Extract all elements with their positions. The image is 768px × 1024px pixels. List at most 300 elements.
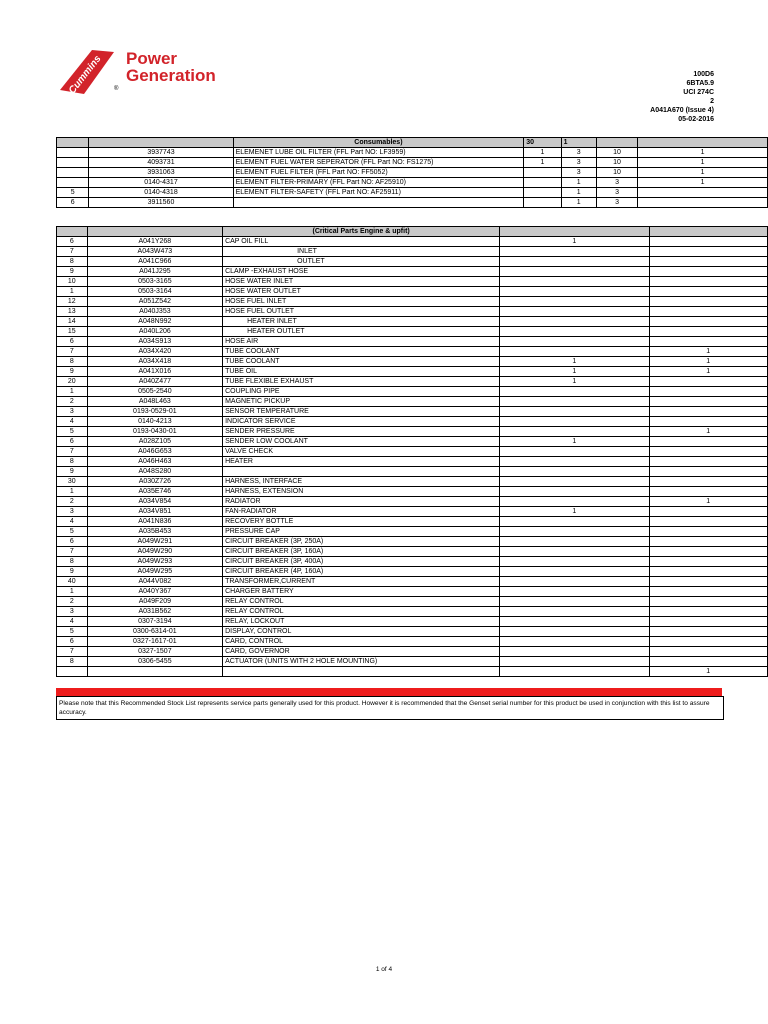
critical-row: [57, 657, 768, 667]
cell-no: [57, 178, 89, 188]
cell-part: A051Z542: [87, 297, 222, 307]
critical-row: [57, 527, 768, 537]
cell-no: 2: [57, 497, 88, 507]
cell-b: [649, 327, 768, 337]
cell-a: [500, 477, 649, 487]
cell-no: 7: [57, 347, 88, 357]
cell-b: [649, 407, 768, 417]
cell-q4: 1: [638, 178, 768, 188]
critical-row: [57, 437, 768, 447]
cell-b: [649, 477, 768, 487]
cell-part: 0140-4318: [89, 188, 233, 198]
cell-desc: HEATER OUTLET: [223, 327, 500, 337]
cell-q2: 1: [561, 188, 596, 198]
company-logo: [56, 46, 256, 100]
cell-desc: RECOVERY BOTTLE: [223, 517, 500, 527]
cell-q4: 1: [638, 168, 768, 178]
cell-no: 7: [57, 447, 88, 457]
cell-a: [500, 247, 649, 257]
cell-q1: 1: [524, 148, 561, 158]
page-number: 1 of 4: [375, 966, 393, 973]
cell-b: [649, 457, 768, 467]
cell-desc: SENSOR TEMPERATURE: [223, 407, 500, 417]
cell-a: [500, 597, 649, 607]
cell-desc: FAN-RADIATOR: [223, 507, 500, 517]
consumables-row: [57, 168, 768, 178]
critical-row: [57, 307, 768, 317]
critical-row: [57, 267, 768, 277]
critical-row: [57, 557, 768, 567]
consumables-row: [57, 158, 768, 168]
cell-no: 1: [57, 287, 88, 297]
cell-no: [57, 667, 88, 677]
cell-b: [649, 617, 768, 627]
critical-row: [57, 457, 768, 467]
cell-b: 1: [649, 667, 768, 677]
cell-a: [500, 267, 649, 277]
critical-row: [57, 377, 768, 387]
cell-part: 0327-1617-01: [87, 637, 222, 647]
cell-no: 30: [57, 477, 88, 487]
cell-desc: [223, 467, 500, 477]
consumables-row: [57, 148, 768, 158]
cell-b: [649, 577, 768, 587]
cell-a: 1: [500, 437, 649, 447]
cell-no: 12: [57, 297, 88, 307]
critical-row: [57, 477, 768, 487]
cell-no: 9: [57, 467, 88, 477]
cell-a: [500, 407, 649, 417]
cell-desc: CARD, GOVERNOR: [223, 647, 500, 657]
cell-b: [649, 437, 768, 447]
cell-part: A041Y268: [87, 237, 222, 247]
cell-desc: RELAY CONTROL: [223, 607, 500, 617]
cell-no: 6: [57, 637, 88, 647]
cell-no: 3: [57, 507, 88, 517]
cell-no: 6: [57, 198, 89, 208]
cell-no: 9: [57, 367, 88, 377]
cell-part: 0193-0430-01: [87, 427, 222, 437]
cell-part: A041X016: [87, 367, 222, 377]
cell-part: A049W295: [87, 567, 222, 577]
critical-row: [57, 277, 768, 287]
cell-a: 1: [500, 507, 649, 517]
critical-header-row: [57, 227, 768, 237]
consumables-row: [57, 178, 768, 188]
cell-desc: SENDER PRESSURE: [223, 427, 500, 437]
cell-b: [649, 487, 768, 497]
cell-part: 0503-3165: [87, 277, 222, 287]
cell-a: [500, 467, 649, 477]
cell-a: [500, 657, 649, 667]
cell-no: 8: [57, 357, 88, 367]
cell-desc: HOSE FUEL OUTLET: [223, 307, 500, 317]
cell-part: A046H463: [87, 457, 222, 467]
cell-desc: ACTUATOR (UNITS WITH 2 HOLE MOUNTING): [223, 657, 500, 667]
cell-no: 15: [57, 327, 88, 337]
cell-q2: 1: [561, 178, 596, 188]
cell-q2: 3: [561, 168, 596, 178]
critical-row: [57, 567, 768, 577]
cell-part: A040Y367: [87, 587, 222, 597]
cell-a: [500, 627, 649, 637]
cell-desc: HARNESS, INTERFACE: [223, 477, 500, 487]
critical-row: [57, 507, 768, 517]
cell-b: 1: [649, 347, 768, 357]
cell-b: [649, 337, 768, 347]
cell-a: [500, 307, 649, 317]
critical-row: [57, 327, 768, 337]
cell-part: 0306-5455: [87, 657, 222, 667]
cell-part: 0140-4317: [89, 178, 233, 188]
cell-a: [500, 587, 649, 597]
critical-row: [57, 237, 768, 247]
consumables-row: [57, 198, 768, 208]
cell-a: [500, 487, 649, 497]
cell-part: A044V082: [87, 577, 222, 587]
cell-part: A035E746: [87, 487, 222, 497]
cell-b: [649, 297, 768, 307]
cell-a: [500, 417, 649, 427]
critical-row: [57, 517, 768, 527]
cell-q2: 1: [561, 198, 596, 208]
cell-part: A046G653: [87, 447, 222, 457]
cell-desc: CLAMP -EXHAUST HOSE: [223, 267, 500, 277]
cell-no: 1: [57, 587, 88, 597]
cell-q3: 3: [596, 178, 637, 188]
cell-no: 14: [57, 317, 88, 327]
cell-q2: 3: [561, 158, 596, 168]
cell-part: A049W291: [87, 537, 222, 547]
red-separator-bar: [56, 688, 722, 696]
cell-b: [649, 447, 768, 457]
cell-part: A049W290: [87, 547, 222, 557]
cell-b: [649, 277, 768, 287]
cell-part: 0327-1507: [87, 647, 222, 657]
cell-no: 40: [57, 577, 88, 587]
consumables-header-row: [57, 138, 768, 148]
cell-a: [500, 317, 649, 327]
cell-part: A043W473: [87, 247, 222, 257]
cell-b: [649, 607, 768, 617]
cell-b: [649, 467, 768, 477]
meta-line: A041A670 (Issue 4): [650, 107, 714, 114]
cell-q4: 1: [638, 148, 768, 158]
cell-desc: HOSE FUEL INLET: [223, 297, 500, 307]
cell-b: [649, 597, 768, 607]
cell-a: [500, 537, 649, 547]
cell-desc: SENDER LOW COOLANT: [223, 437, 500, 447]
cell-a: [500, 557, 649, 567]
cell-b: [649, 237, 768, 247]
cell-part: 4093731: [89, 158, 233, 168]
cell-a: 1: [500, 377, 649, 387]
document-meta: [650, 70, 714, 124]
critical-row: [57, 467, 768, 477]
cell-desc: CIRCUIT BREAKER (4P, 160A): [223, 567, 500, 577]
cell-b: [649, 547, 768, 557]
critical-row: [57, 337, 768, 347]
cell-q3: 10: [596, 158, 637, 168]
cell-a: 1: [500, 237, 649, 247]
critical-row: [57, 417, 768, 427]
cell-b: [649, 257, 768, 267]
cell-no: 6: [57, 437, 88, 447]
cell-q3: 3: [596, 198, 637, 208]
cell-b: [649, 507, 768, 517]
critical-row: [57, 247, 768, 257]
cell-part: A034S913: [87, 337, 222, 347]
cell-a: [500, 497, 649, 507]
cell-desc: INDICATOR SERVICE: [223, 417, 500, 427]
cell-b: [649, 567, 768, 577]
cell-desc: CARD, CONTROL: [223, 637, 500, 647]
cell-no: 8: [57, 657, 88, 667]
meta-line: 6BTA5.9: [686, 80, 714, 87]
cell-no: 8: [57, 557, 88, 567]
cell-no: 13: [57, 307, 88, 317]
cell-part: A035B453: [87, 527, 222, 537]
cell-desc: ELEMENT FILTER-PRIMARY (FFL Part NO: AF25910): [233, 178, 524, 188]
cell-part: 3911560: [89, 198, 233, 208]
critical-row: [57, 357, 768, 367]
cell-a: [500, 457, 649, 467]
cell-part: A040J353: [87, 307, 222, 317]
critical-row: [57, 577, 768, 587]
cell-no: 1: [57, 387, 88, 397]
cell-desc: ELEMENT FUEL FILTER (FFL Part NO: FF5052): [233, 168, 524, 178]
consumables-row: [57, 188, 768, 198]
cell-q4: [638, 198, 768, 208]
cell-part: 3931063: [89, 168, 233, 178]
cell-a: [500, 517, 649, 527]
cell-no: 6: [57, 537, 88, 547]
cell-a: 1: [500, 367, 649, 377]
cell-no: 6: [57, 337, 88, 347]
critical-row: [57, 497, 768, 507]
cell-a: [500, 617, 649, 627]
cell-no: 8: [57, 457, 88, 467]
cell-part: A041N836: [87, 517, 222, 527]
cell-q4: [638, 188, 768, 198]
cell-no: [57, 158, 89, 168]
critical-row: [57, 627, 768, 637]
cell-desc: COUPLING PIPE: [223, 387, 500, 397]
cell-part: A041J295: [87, 267, 222, 277]
cell-b: 1: [649, 497, 768, 507]
cell-no: 6: [57, 237, 88, 247]
cell-a: [500, 527, 649, 537]
cell-part: 0193-0529-01: [87, 407, 222, 417]
cell-q1: 1: [524, 158, 561, 168]
registered-mark: ®: [114, 86, 119, 92]
cell-q3: 10: [596, 148, 637, 158]
cell-desc: [223, 667, 500, 677]
cell-desc: HOSE AIR: [223, 337, 500, 347]
cummins-logo-icon: [56, 46, 118, 96]
cell-part: A034V851: [87, 507, 222, 517]
critical-row: [57, 607, 768, 617]
cell-no: 1: [57, 487, 88, 497]
cell-b: [649, 537, 768, 547]
meta-line: 100D6: [693, 71, 714, 78]
cell-a: [500, 347, 649, 357]
critical-row: [57, 647, 768, 657]
cell-part: 0300-6314-01: [87, 627, 222, 637]
cell-no: [57, 168, 89, 178]
cell-b: [649, 387, 768, 397]
cell-b: [649, 317, 768, 327]
cell-desc: RELAY CONTROL: [223, 597, 500, 607]
cell-no: 5: [57, 188, 89, 198]
cell-part: 0503-3164: [87, 287, 222, 297]
cell-b: [649, 527, 768, 537]
critical-row: [57, 287, 768, 297]
cell-no: 7: [57, 647, 88, 657]
critical-row: [57, 347, 768, 357]
cell-desc: CHARGER BATTERY: [223, 587, 500, 597]
logo-wordmark: Cummins: [66, 53, 104, 96]
cell-b: [649, 637, 768, 647]
cell-desc: ELEMENT FILTER-SAFETY (FFL Part NO: AF25911): [233, 188, 524, 198]
cell-b: [649, 657, 768, 667]
critical-row: [57, 637, 768, 647]
cell-a: [500, 647, 649, 657]
cell-q3: 3: [596, 188, 637, 198]
meta-line: 05-02-2016: [678, 116, 714, 123]
cell-a: [500, 607, 649, 617]
critical-row: [57, 537, 768, 547]
cell-part: A028Z105: [87, 437, 222, 447]
cell-a: [500, 387, 649, 397]
cell-a: [500, 667, 649, 677]
cell-q4: 1: [638, 158, 768, 168]
cell-part: A049F209: [87, 597, 222, 607]
brand-power: Power: [126, 49, 178, 68]
brand-generation: Generation: [126, 66, 216, 85]
cell-desc: INLET: [223, 247, 500, 257]
cell-desc: MAGNETIC PICKUP: [223, 397, 500, 407]
cell-a: [500, 447, 649, 457]
cell-b: [649, 287, 768, 297]
cell-no: 5: [57, 627, 88, 637]
cell-b: [649, 517, 768, 527]
cell-a: [500, 327, 649, 337]
cell-b: [649, 247, 768, 257]
cell-desc: HARNESS, EXTENSION: [223, 487, 500, 497]
cell-desc: ELEMENT FUEL WATER SEPERATOR (FFL Part NO: FS1275): [233, 158, 524, 168]
cell-part: A048N992: [87, 317, 222, 327]
cell-no: 2: [57, 597, 88, 607]
critical-row: [57, 257, 768, 267]
cell-a: [500, 397, 649, 407]
cell-part: A034X418: [87, 357, 222, 367]
cell-desc: CIRCUIT BREAKER (3P, 400A): [223, 557, 500, 567]
cell-b: [649, 397, 768, 407]
cell-b: [649, 267, 768, 277]
cell-a: [500, 277, 649, 287]
cell-a: [500, 427, 649, 437]
cell-q1: [524, 188, 561, 198]
cell-no: 4: [57, 417, 88, 427]
critical-parts-table: [56, 226, 768, 677]
cell-no: 9: [57, 567, 88, 577]
cell-no: [57, 148, 89, 158]
cell-no: 10: [57, 277, 88, 287]
cell-desc: RADIATOR: [223, 497, 500, 507]
cell-part: A040Z477: [87, 377, 222, 387]
cell-no: 3: [57, 607, 88, 617]
cell-b: [649, 377, 768, 387]
meta-line: 2: [710, 98, 714, 105]
cell-no: 5: [57, 427, 88, 437]
cell-desc: CIRCUIT BREAKER (3P, 250A): [223, 537, 500, 547]
cell-a: [500, 577, 649, 587]
cell-no: 5: [57, 527, 88, 537]
cell-no: 4: [57, 517, 88, 527]
cell-part: [87, 667, 222, 677]
cell-desc: OUTLET: [223, 257, 500, 267]
cell-desc: TUBE COOLANT: [223, 357, 500, 367]
cell-part: A030Z726: [87, 477, 222, 487]
cell-b: 1: [649, 357, 768, 367]
cell-b: 1: [649, 427, 768, 437]
cell-q1: [524, 168, 561, 178]
cell-part: A041C966: [87, 257, 222, 267]
cell-a: [500, 547, 649, 557]
cell-no: 2: [57, 397, 88, 407]
cell-b: [649, 587, 768, 597]
cell-desc: [233, 198, 524, 208]
cell-part: A034X420: [87, 347, 222, 357]
cell-desc: TRANSFORMER,CURRENT: [223, 577, 500, 587]
cell-no: 7: [57, 547, 88, 557]
cell-no: 3: [57, 407, 88, 417]
cell-desc: RELAY, LOCKOUT: [223, 617, 500, 627]
critical-row: [57, 407, 768, 417]
cell-part: A034V854: [87, 497, 222, 507]
cell-part: 0307-3194: [87, 617, 222, 627]
critical-row: [57, 547, 768, 557]
cell-a: [500, 337, 649, 347]
consumables-head-col5: 1: [561, 138, 596, 148]
cell-part: 3937743: [89, 148, 233, 158]
cell-a: [500, 637, 649, 647]
critical-row: [57, 387, 768, 397]
cell-a: [500, 567, 649, 577]
consumables-table: [56, 137, 768, 208]
cell-no: 9: [57, 267, 88, 277]
critical-title: (Critical Parts Engine & upfit): [223, 227, 500, 237]
critical-row: [57, 367, 768, 377]
cell-b: 1: [649, 367, 768, 377]
cell-q1: [524, 198, 561, 208]
disclaimer-note: Please note that this Recommended Stock List represents service parts generally used for this product. However it is recommended that the Genset serial number for this product be used in conjunction with this list to assure accuracy.: [56, 696, 724, 720]
cell-part: A048S280: [87, 467, 222, 477]
cell-a: [500, 297, 649, 307]
cell-desc: DISPLAY, CONTROL: [223, 627, 500, 637]
cell-desc: TUBE FLEXIBLE EXHAUST: [223, 377, 500, 387]
cell-part: 0140-4213: [87, 417, 222, 427]
cell-desc: HOSE WATER INLET: [223, 277, 500, 287]
cell-part: A048L463: [87, 397, 222, 407]
consumables-head-col4: 30: [524, 138, 561, 148]
critical-row: [57, 617, 768, 627]
cell-b: [649, 627, 768, 637]
cell-no: 8: [57, 257, 88, 267]
cell-part: A031B562: [87, 607, 222, 617]
meta-line: UCI 274C: [683, 89, 714, 96]
